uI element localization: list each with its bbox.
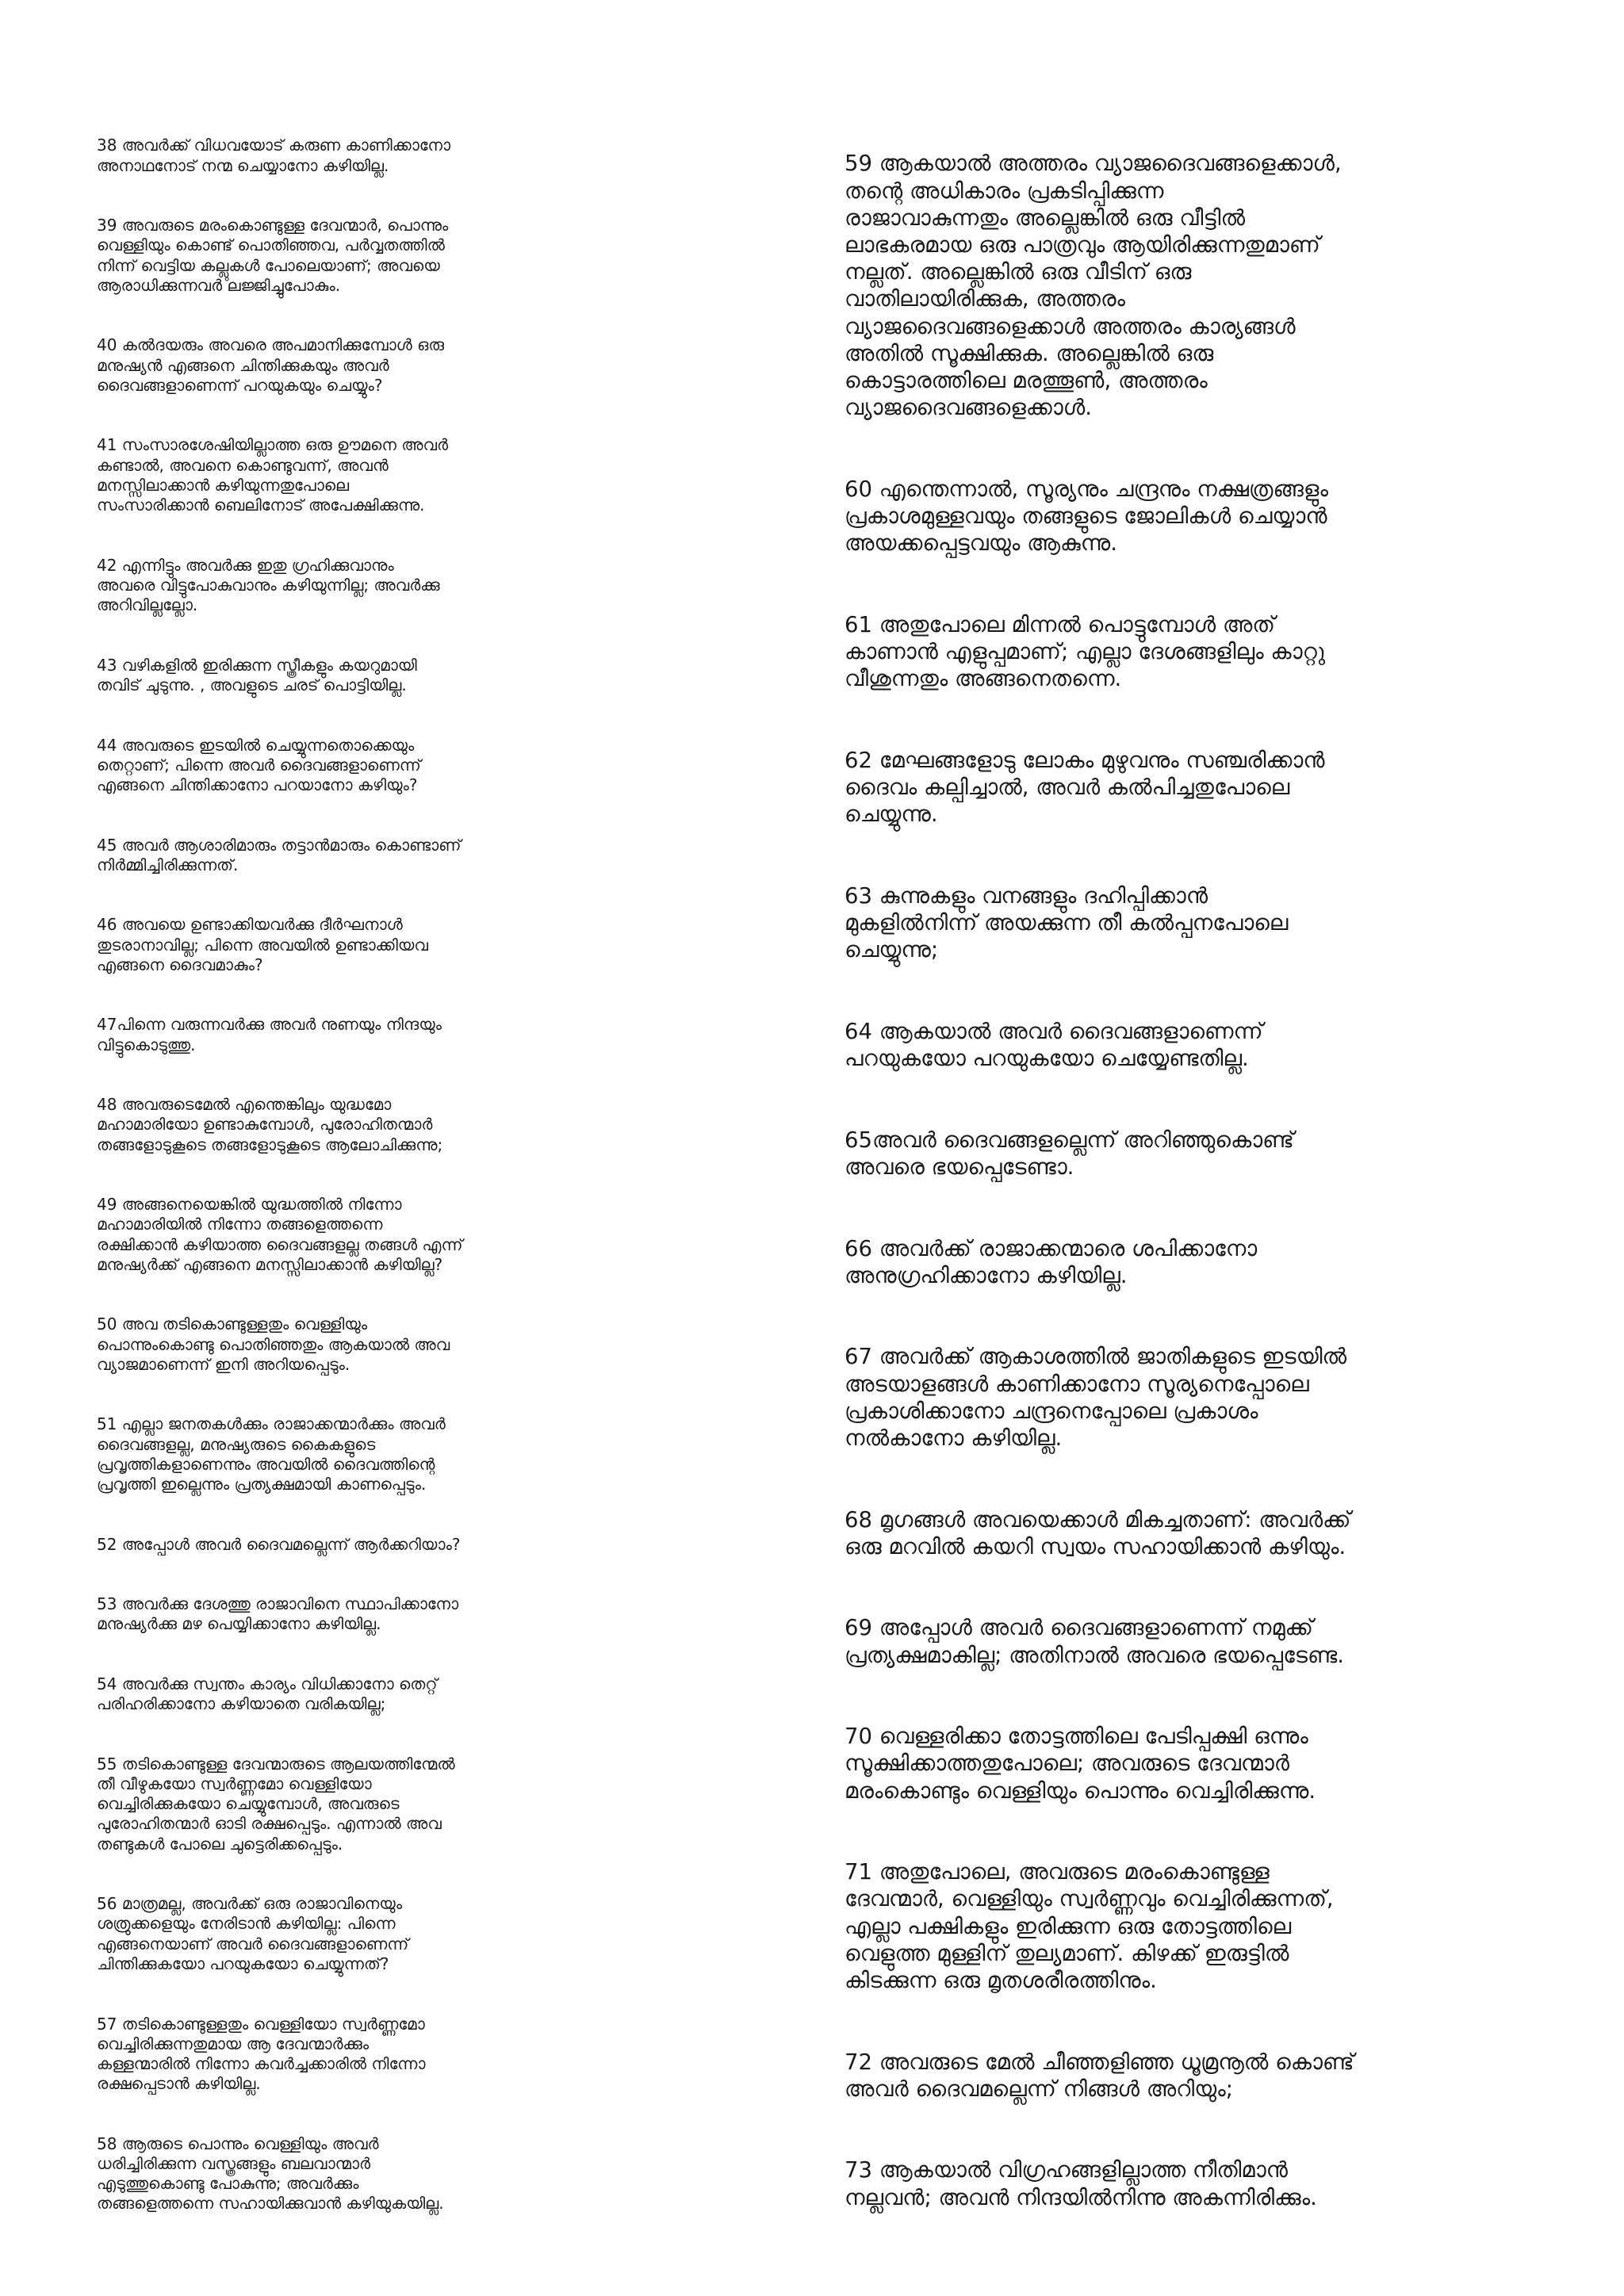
right-text-column: [845, 96, 1354, 2265]
verse-69: 69 അപ്പോൾ അവർ ദൈവങ്ങളാണെന്ന് നമുക്ക് പ്രത്യക്ഷമാകില്ല; അതിനാൽ അവരെ ഭയപ്പെടേണ്ട.: [845, 1615, 1344, 1668]
verse-55: 55 തടികൊണ്ടുള്ള ദേവന്മാരുടെ ആലയത്തിന്മേൽ തീ വീഴുകയോ സ്വർണ്ണമോ വെള്ളിയോ വെച്ചിരിക്കുകയോ ചെയ്യുമ്പോൾ, അവരുടെ പുരോഹിതന്മാർ ഓടി രക്ഷപ്പെടും. എന്നാൽ അവ തണ്ടുകൾ പോലെ ചുട്ടെരിക്കപ്പെടും.: [97, 1754, 455, 1854]
verse-58: 58 ആരുടെ പൊന്നും വെള്ളിയും അവർ ധരിച്ചിരിക്കുന്ന വസ്ത്രങ്ങളും ബലവാന്മാർ എടുത്തുകൊണ്ടു പോകുന്നു; അവർക്കും തങ്ങളെത്തന്നെ സഹായിക്കുവാൻ കഴിയുകയില്ല.: [97, 2133, 444, 2214]
verse-70: 70 വെള്ളരിക്കാ തോട്ടത്തിലെ പേടിപ്പക്ഷി ഒന്നും സൂക്ഷിക്കാത്തതുപോലെ; അവരുടെ ദേവന്മാർ മരംകൊണ്ടും വെള്ളിയും പൊന്നും വെച്ചിരിക്കുന്നു.: [845, 1724, 1316, 1804]
verse-60: 60 എന്തെന്നാൽ, സൂര്യനും ചന്ദ്രനും നക്ഷത്രങ്ങളും പ്രകാശമുള്ളവയും തങ്ങളുടെ ജോലികൾ ചെയ്യാൻ അയക്കപ്പെട്ടവയും ആകുന്നു.: [845, 476, 1328, 557]
verse-49: 49 അങ്ങനെയെങ്കിൽ യുദ്ധത്തിൽ നിന്നോ മഹാമാരിയിൽ നിന്നോ തങ്ങളെത്തന്നെ രക്ഷിക്കാൻ കഴിയാത്ത ദൈവങ്ങളല്ല തങ്ങൾ എന്ന് മനുഷ്യർക്ക് എങ്ങനെ മനസ്സിലാക്കാൻ കഴിയില്ല?: [97, 1195, 463, 1274]
verse-71: 71 അതുപോലെ, അവരുടെ മരംകൊണ്ടുള്ള ദേവന്മാർ, വെള്ളിയും സ്വർണ്ണവും വെച്ചിരിക്കുന്നത്, എല്ലാ പക്ഷികളും ഇരിക്കുന്ന ഒരു തോട്ടത്തിലെ വെളുത്ത മുള്ളിന് തുല്യമാണ്. കിഴക്ക് ഇരുട്ടിൽ കിടക്കുന്ന ഒരു മൃതശരീരത്തിനും.: [845, 1859, 1334, 1994]
verse-72: 72 അവരുടെ മേൽ ചീഞ്ഞളിഞ്ഞ ധൂമ്രനൂൽ കൊണ്ട് അവർ ദൈവമല്ലെന്ന് നിങ്ങൾ അറിയും;: [845, 2049, 1354, 2102]
verse-54: 54 അവർക്കു സ്വന്തം കാര്യം വിധിക്കാനോ തെറ്റ് പരിഹരിക്കാനോ കഴിയാതെ വരികയില്ല;: [97, 1674, 438, 1714]
verse-47: 47പിന്നെ വരുന്നവർക്കു അവർ നുണയും നിന്ദയും വിട്ടുകൊടുത്തു.: [97, 1015, 442, 1054]
verse-41: 41 സംസാരശേഷിയില്ലാത്ത ഒരു ഊമനെ അവർ കണ്ടാൽ, അവനെ കൊണ്ടുവന്ന്, അവൻ മനസ്സിലാക്കാൻ കഴിയുന്നതുപോലെ സംസാരിക്കാൻ ബെലിനോട് അപേക്ഷിക്കുന്നു.: [97, 435, 449, 515]
verse-56: 56 മാത്രമല്ല, അവർക്ക് ഒരു രാജാവിനെയും ശത്രുക്കളെയും നേരിടാൻ കഴിയില്ല: പിന്നെ എങ്ങനെയാണ് അവർ ദൈവങ്ങളാണെന്ന് ചിന്തിക്കുകയോ പറയുകയോ ചെയ്യുന്നത്?: [97, 1894, 409, 1973]
verse-61: 61 അതുപോലെ മിന്നൽ പൊട്ടുമ്പോൾ അത് കാണാൻ എളുപ്പമാണ്; എല്ലാ ദേശങ്ങളിലും കാറ്റു വീശുന്നതും അങ്ങനെതന്നെ.: [845, 611, 1326, 692]
verse-50: 50 അവ തടികൊണ്ടുള്ളതും വെള്ളിയും പൊന്നുംകൊണ്ടു പൊതിഞ്ഞതും ആകയാൽ അവ വ്യാജമാണെന്ന് ഇനി അറിയപ്പെടും.: [97, 1314, 450, 1374]
verse-46: 46 അവയെ ഉണ്ടാക്കിയവർക്കു ദീർഘനാൾ തുടരാനാവില്ല; പിന്നെ അവയിൽ ഉണ്ടാക്കിയവ എങ്ങനെ ദൈവമാകും?: [97, 915, 428, 974]
verse-64: 64 ആകയാൽ അവർ ദൈവങ്ങളാണെന്ന് പറയുകയോ പറയുകയോ ചെയ്യേണ്ടതില്ല.: [845, 1018, 1263, 1072]
verse-53: 53 അവർക്കു ദേശത്തു രാജാവിനെ സ്ഥാപിക്കാനോ മനുഷ്യർക്കു മഴ പെയ്യിക്കാനോ കഴിയില്ല.: [97, 1594, 459, 1634]
verse-68: 68 മൃഗങ്ങൾ അവയെക്കാൾ മികച്ചതാണ്: അവർക്ക് ഒരു മറവിൽ കയറി സ്വയം സഹായിക്കാൻ കഴിയും.: [845, 1506, 1351, 1559]
verse-43: 43 വഴികളിൽ ഇരിക്കുന്ന സ്ത്രീകളും കയറുമായി തവിട് ചുടുന്നു. , അവളുടെ ചരട് പൊട്ടിയില്ല.: [97, 655, 417, 695]
verse-65: 65അവർ ദൈവങ്ങളല്ലെന്ന് അറിഞ്ഞുകൊണ്ട് അവരെ ഭയപ്പെടേണ്ടാ.: [845, 1127, 1294, 1180]
verse-63: 63 കുന്നുകളും വനങ്ങളും ദഹിപ്പിക്കാൻ മുകളിൽനിന്ന് അയക്കുന്ന തീ കൽപ്പനപോലെ ചെയ്യുന്നു;: [845, 882, 1289, 963]
verse-62: 62 മേഘങ്ങളോടു ലോകം മുഴുവനും സഞ്ചരിക്കാൻ ദൈവം കല്പിച്ചാൽ, അവർ കൽപിച്ചതുപോലെ ചെയ്യുന്നു.: [845, 747, 1325, 828]
verse-67: 67 അവർക്ക് ആകാശത്തിൽ ജാതികളുടെ ഇടയിൽ അടയാളങ്ങൾ കാണിക്കാനോ സൂര്യനെപ്പോലെ പ്രകാശിക്കാനോ ചന്ദ്രനെപ്പോലെ പ്രകാശം നൽകാനോ കഴിയില്ല.: [845, 1344, 1347, 1451]
verse-42: 42 എന്നിട്ടും അവർക്കു ഇതു ഗ്രഹിക്കുവാനും അവരെ വിട്ടുപോകുവാനും കഴിയുന്നില്ല; അവർക്കു അറിവില്ലല്ലോ.: [97, 555, 440, 615]
verse-44: 44 അവരുടെ ഇടയിൽ ചെയ്യുന്നതൊക്കെയും തെറ്റാണ്; പിന്നെ അവർ ദൈവങ്ങളാണെന്ന് എങ്ങനെ ചിന്തിക്കാനോ പറയാനോ കഴിയും?: [97, 735, 421, 794]
verse-45: 45 അവർ ആശാരിമാരും തട്ടാൻമാരും കൊണ്ടാണ് നിർമ്മിച്ചിരിക്കുന്നത്.: [97, 835, 462, 874]
left-text-column: [97, 96, 463, 2254]
verse-51: 51 എല്ലാ ജനതകൾക്കും രാജാക്കന്മാർക്കും അവർ ദൈവങ്ങളല്ല, മനുഷ്യരുടെ കൈകളുടെ പ്രവൃത്തികളാണെന്നും അവയിൽ ദൈവത്തിന്റെ പ്രവൃത്തി ഇല്ലെന്നും പ്രത്യക്ഷമായി കാണപ്പെടും.: [97, 1414, 446, 1494]
verse-66: 66 അവർക്ക് രാജാക്കന്മാരെ ശപിക്കാനോ അനുഗ്രഹിക്കാനോ കഴിയില്ല.: [845, 1235, 1258, 1288]
verse-57: 57 തടികൊണ്ടുള്ളതും വെള്ളിയോ സ്വർണ്ണമോ വെച്ചിരിക്കുന്നതുമായ ആ ദേവന്മാർക്കും കള്ളന്മാരിൽ നിന്നോ കവർച്ചക്കാരിൽ നിന്നോ രക്ഷപ്പെടാൻ കഴിയില്ല.: [97, 2014, 426, 2094]
verse-52: 52 അപ്പോൾ അവർ ദൈവമല്ലെന്ന് ആർക്കറിയാം?: [97, 1534, 461, 1554]
verse-59: 59 ആകയാൽ അത്തരം വ്യാജദൈവങ്ങളെക്കാൾ, തന്റെ അധികാരം പ്രകടിപ്പിക്കുന്ന രാജാവാകുന്നതും അല്ലെങ്കിൽ ഒരു വീട്ടിൽ ലാഭകരമായ ഒരു പാത്രവും ആയിരിക്കുന്നതുമാണ് നല്ലത്. അല്ലെങ്കിൽ ഒരു വീടിന് ഒരു വാതിലായിരിക്കുക, അത്തരം വ്യാജദൈവങ്ങളെക്കാൾ അത്തരം കാര്യങ്ങൾ അതിൽ സൂക്ഷിക്കുക. അല്ലെങ്കിൽ ഒരു കൊട്ടാരത്തിലെ മരത്തൂൺ, അത്തരം വ്യാജദൈവങ്ങളെക്കാൾ.: [845, 151, 1342, 421]
verse-73: 73 ആകയാൽ വിഗ്രഹങ്ങളില്ലാത്ത നീതിമാൻ നല്ലവൻ; അവൻ നിന്ദയിൽനിന്നു അകന്നിരിക്കും.: [845, 2157, 1317, 2210]
verse-39: 39 അവരുടെ മരംകൊണ്ടുള്ള ദേവന്മാർ, പൊന്നും വെള്ളിയും കൊണ്ട് പൊതിഞ്ഞവ, പർവ്വതത്തിൽ നിന്ന് വെട്ടിയ കല്ലുകൾ പോലെയാണ്; അവയെ ആരാധിക്കുന്നവർ ലജ്ജിച്ചുപോകും.: [97, 216, 449, 295]
verse-38: 38 അവർക്ക് വിധവയോട് കരുണ കാണിക്കാനോ അനാഥനോട് നന്മ ചെയ്യാനോ കഴിയില്ല.: [97, 136, 451, 175]
verse-48: 48 അവരുടെമേൽ എന്തെങ്കിലും യുദ്ധമോ മഹാമാരിയോ ഉണ്ടാകുമ്പോൾ, പുരോഹിതന്മാർ തങ്ങളോടുകൂടെ തങ്ങളോടുകൂടെ ആലോചിക്കുന്നു;: [97, 1095, 443, 1154]
verse-40: 40 കൽദയരും അവരെ അപമാനിക്കുമ്പോൾ ഒരു മനുഷ്യൻ എങ്ങനെ ചിന്തിക്കുകയും അവർ ദൈവങ്ങളാണെന്ന് പറയുകയും ചെയ്യും?: [97, 335, 445, 395]
